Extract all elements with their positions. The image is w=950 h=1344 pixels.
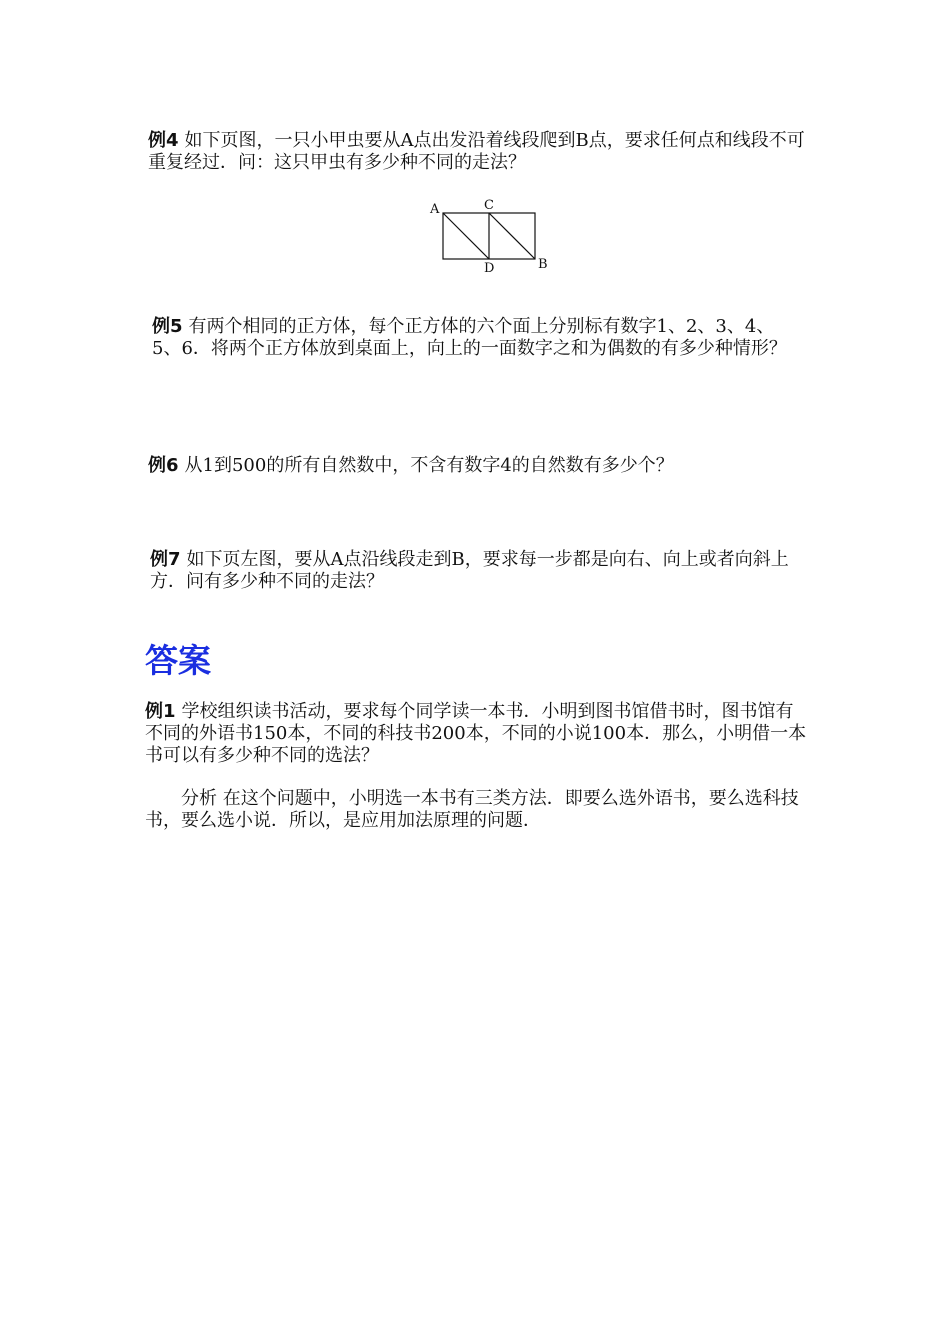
problem-5-text: 有两个相同的正方体，每个正方体的六个面上分别标有数字1、2、3、4、5、6．将两个正方体放到桌面上，向上的一面数字之和为偶数的有多少种情形？ [152,316,787,359]
figure-diagonal-right [489,213,535,259]
answer-example-1-label: 例1 [145,701,176,722]
analysis-text: 分析 在这个问题中，小明选一本书有三类方法．即要么选外语书，要么选科技书，要么选小说．所以，是应用加法原理的问题． [145,788,799,831]
figure-label-a: A [430,202,440,217]
answers-heading: 答案 [145,641,211,680]
problem-7-text: 如下页左图，要从A点沿线段走到B，要求每一步都是向右、向上或者向斜上方．问有多少种不同的走法？ [150,549,789,592]
answer-example-1 [145,701,807,767]
path-figure [425,195,555,275]
problem-6 [148,455,808,477]
figure-label-c: C [484,198,494,213]
problem-5-label: 例5 [152,316,183,337]
problem-6-text: 从1到500的所有自然数中，不含有数字4的自然数有多少个？ [184,455,674,476]
problem-7-label: 例7 [150,549,181,570]
answer-analysis [145,788,807,832]
figure-label-d: D [484,261,495,275]
problem-7 [150,549,805,593]
problem-4 [148,130,808,174]
problem-4-label: 例4 [148,130,179,151]
figure-label-b: B [538,257,548,272]
problem-4-text: 如下页图，一只小甲虫要从A点出发沿着线段爬到B点，要求任何点和线段不可重复经过．问：这只甲虫有多少种不同的走法？ [148,130,805,173]
figure-diagonal-left [443,213,489,259]
problem-5 [152,316,802,360]
answer-example-1-text: 学校组织读书活动，要求每个同学读一本书．小明到图书馆借书时，图书馆有不同的外语书150本，不同的科技书200本，不同的小说100本．那么，小明借一本书可以有多少种不同的选法？ [145,701,807,766]
problem-6-label: 例6 [148,455,179,476]
